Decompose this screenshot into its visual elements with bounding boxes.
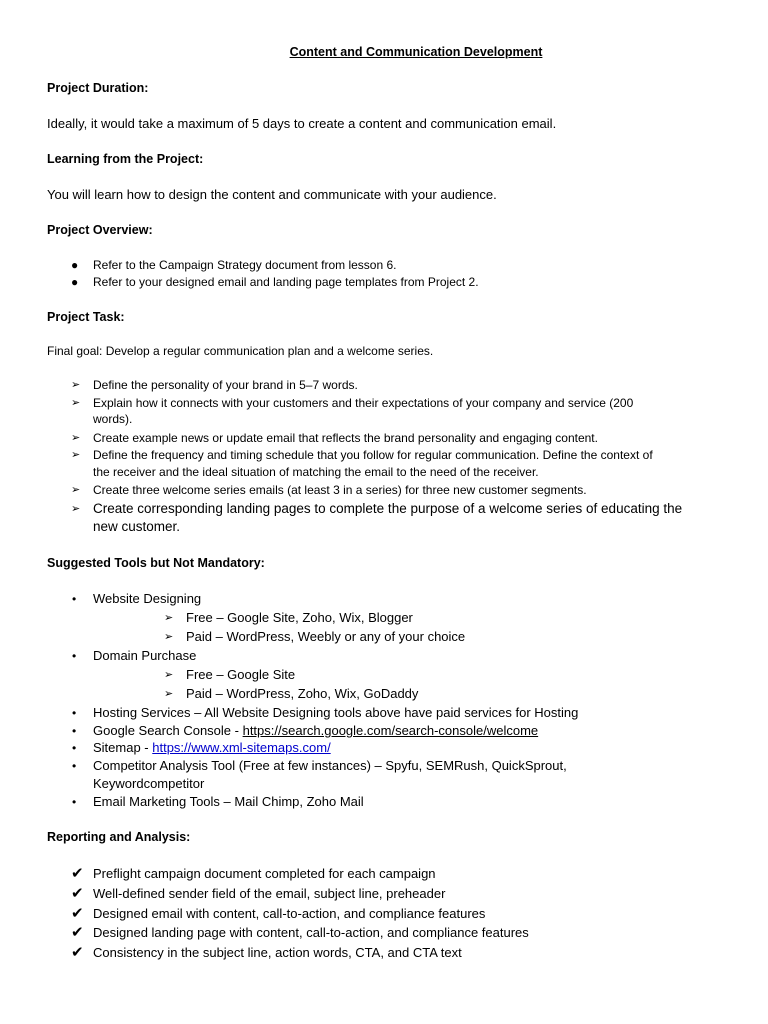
checkmark-icon: ✔ [71,944,84,961]
task-item: Create example news or update email that reflects the brand personality and engaging content. [93,431,598,445]
arrow-bullet-icon: ➢ [71,397,81,409]
arrow-bullet-icon: ➢ [71,379,81,391]
bullet-icon: • [72,706,77,720]
tool-website-free: Free – Google Site, Zoho, Wix, Blogger [186,610,413,625]
task-heading: Project Task: [47,310,125,324]
tool-competitor-analysis: Competitor Analysis Tool (Free at few instances) – Spyfu, SEMRush, QuickSprout, [93,758,567,773]
tool-domain-paid: Paid – WordPress, Zoho, Wix, GoDaddy [186,686,419,701]
duration-heading: Project Duration: [47,81,149,95]
task-item-continuation: new customer. [93,519,181,534]
tool-domain-free: Free – Google Site [186,667,296,682]
gsc-link[interactable]: https://search.google.com/search-console/welcome [242,723,539,738]
bullet-icon: ● [71,275,79,289]
arrow-bullet-icon: ➢ [164,631,174,643]
reporting-item: Consistency in the subject line, action words, CTA, and CTA text [93,945,462,960]
bullet-icon: • [72,759,77,773]
bullet-icon: • [72,795,77,809]
checkmark-icon: ✔ [71,924,84,941]
bullet-icon: ● [71,258,79,272]
bullet-icon: • [72,741,77,755]
arrow-bullet-icon: ➢ [71,432,81,444]
tool-hosting: Hosting Services – All Website Designing tools above have paid services for Hosting [93,705,579,720]
duration-text: Ideally, it would take a maximum of 5 days to create a content and communication email. [47,116,557,131]
arrow-bullet-icon: ➢ [164,669,174,681]
reporting-heading: Reporting and Analysis: [47,830,191,844]
arrow-bullet-icon: ➢ [71,449,81,461]
reporting-item: Designed email with content, call-to-action, and compliance features [93,906,486,921]
checkmark-icon: ✔ [71,885,84,902]
task-goal: Final goal: Develop a regular communication plan and a welcome series. [47,344,434,358]
task-item: Create corresponding landing pages to complete the purpose of a welcome series of educating the [93,501,683,516]
task-item: Define the frequency and timing schedule that you follow for regular communication. Define the context of [93,448,653,462]
overview-heading: Project Overview: [47,223,153,237]
sitemap-link[interactable]: https://www.xml-sitemaps.com/ [152,740,331,755]
task-item: Create three welcome series emails (at least 3 in a series) for three new customer segments. [93,483,587,497]
gsc-label: Google Search Console - [93,723,243,738]
arrow-bullet-icon: ➢ [71,484,81,496]
tool-google-search-console [93,723,538,739]
arrow-bullet-icon: ➢ [164,612,174,624]
arrow-bullet-icon: ➢ [71,503,81,515]
task-item: Define the personality of your brand in 5–7 words. [93,378,358,392]
tools-heading: Suggested Tools but Not Mandatory: [47,556,265,570]
learning-heading: Learning from the Project: [47,152,204,166]
task-item-continuation: the receiver and the ideal situation of matching the email to the need of the receiver. [93,465,539,479]
tool-competitor-analysis-continuation: Keywordcompetitor [93,776,205,791]
tool-sitemap [93,740,331,756]
sitemap-label: Sitemap - [93,740,153,755]
reporting-item: Designed landing page with content, call-to-action, and compliance features [93,925,529,940]
tool-domain-purchase: Domain Purchase [93,648,197,663]
bullet-icon: • [72,724,77,738]
tool-email-marketing: Email Marketing Tools – Mail Chimp, Zoho Mail [93,794,364,809]
tool-website-designing: Website Designing [93,591,202,606]
bullet-icon: • [72,592,77,606]
checkmark-icon: ✔ [71,905,84,922]
document-title: Content and Communication Development [289,45,543,59]
learning-text: You will learn how to design the content and communicate with your audience. [47,187,497,202]
task-item-continuation: words). [93,412,133,426]
task-item: Explain how it connects with your customers and their expectations of your company and service (200 [93,396,634,410]
bullet-icon: • [72,649,77,663]
tool-website-paid: Paid – WordPress, Weebly or any of your choice [186,629,466,644]
checkmark-icon: ✔ [71,865,84,882]
reporting-item: Preflight campaign document completed for each campaign [93,866,436,881]
overview-item: Refer to the Campaign Strategy document from lesson 6. [93,258,397,272]
overview-item: Refer to your designed email and landing page templates from Project 2. [93,275,479,289]
arrow-bullet-icon: ➢ [164,688,174,700]
reporting-item: Well-defined sender field of the email, subject line, preheader [93,886,446,901]
